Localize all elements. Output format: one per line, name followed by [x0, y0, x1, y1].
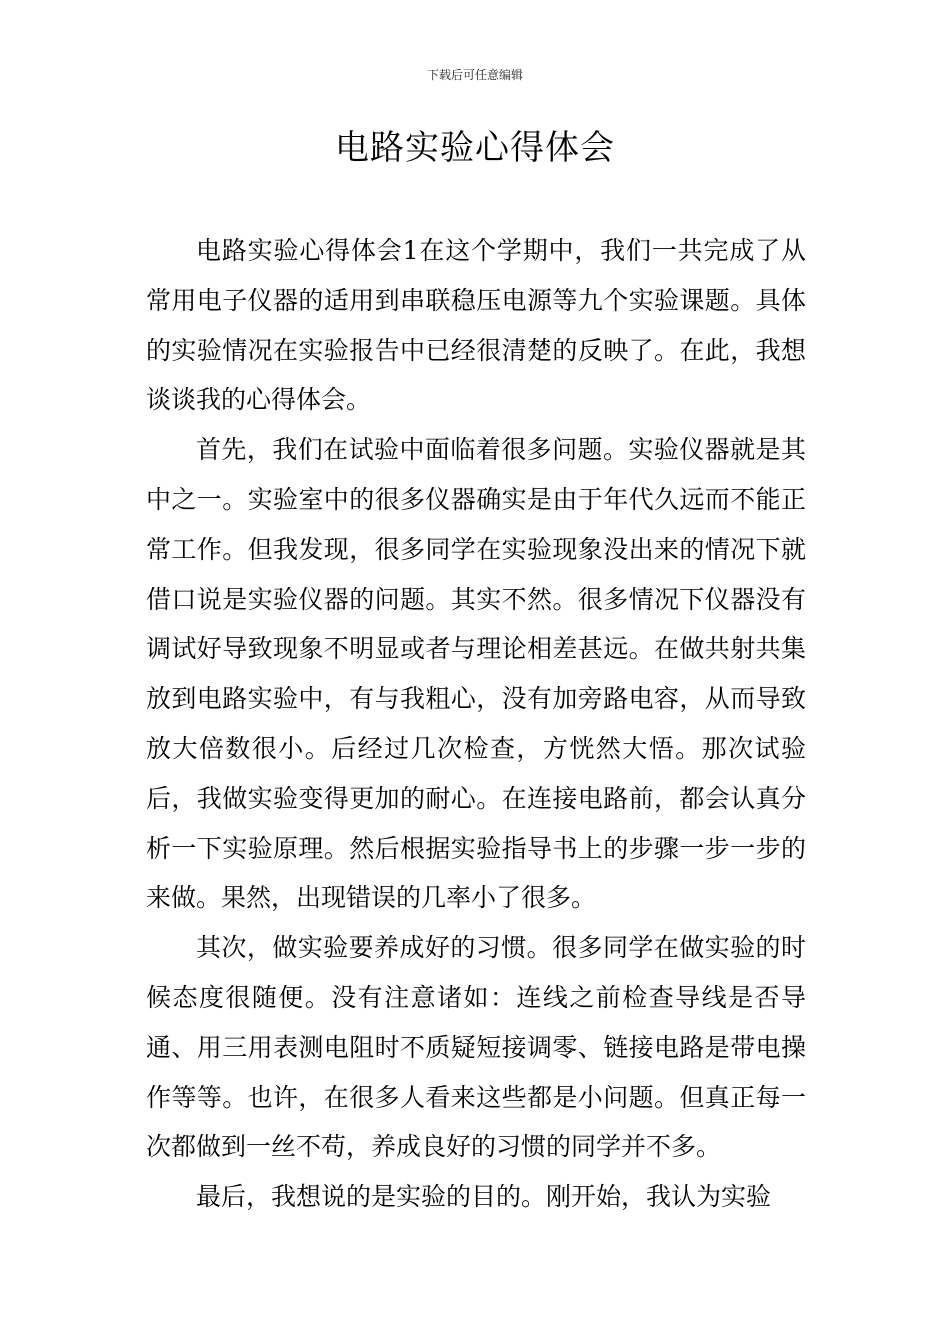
paragraph-1: 电路实验心得体会1在这个学期中，我们一共完成了从常用电子仪器的适用到串联稳压电源等九个实验课题。具体的实验情况在实验报告中已经很清楚的反映了。在此，我想谈谈我的心得体会。 [146, 236, 806, 415]
paragraph-2: 首先，我们在试验中面临着很多问题。实验仪器就是其中之一。实验室中的很多仪器确实是由于年代久远而不能正常工作。但我发现，很多同学在实验现象没出来的情况下就借口说是实验仪器的问题。其实不然。很多情况下仪器没有调试好导致现象不明显或者与理论相差甚远。在做共射共集放到电路实验中，有与我粗心，没有加旁路电容，从而导致放大倍数很小。后经过几次检查，方恍然大悟。那次试验后，我做实验变得更加的耐心。在连接电路前，都会认真分析一下实验原理。然后根据实验指导书上的步骤一步一步的来做。果然，出现错误的几率小了很多。 [146, 435, 806, 913]
document-body [146, 226, 806, 1222]
paragraph-3: 其次，做实验要养成好的习惯。很多同学在做实验的时候态度很随便。没有注意诸如：连线之前检查导线是否导通、用三用表测电阻时不质疑短接调零、链接电路是带电操作等等。也许，在很多人看来这些都是小问题。但真正每一次都做到一丝不苟，养成良好的习惯的同学并不多。 [146, 933, 806, 1162]
paragraph-4: 最后，我想说的是实验的目的。刚开始，我认为实验 [196, 1182, 772, 1212]
header-note: 下载后可任意编辑 [426, 68, 523, 82]
document-title: 电路实验心得体会 [335, 128, 615, 168]
